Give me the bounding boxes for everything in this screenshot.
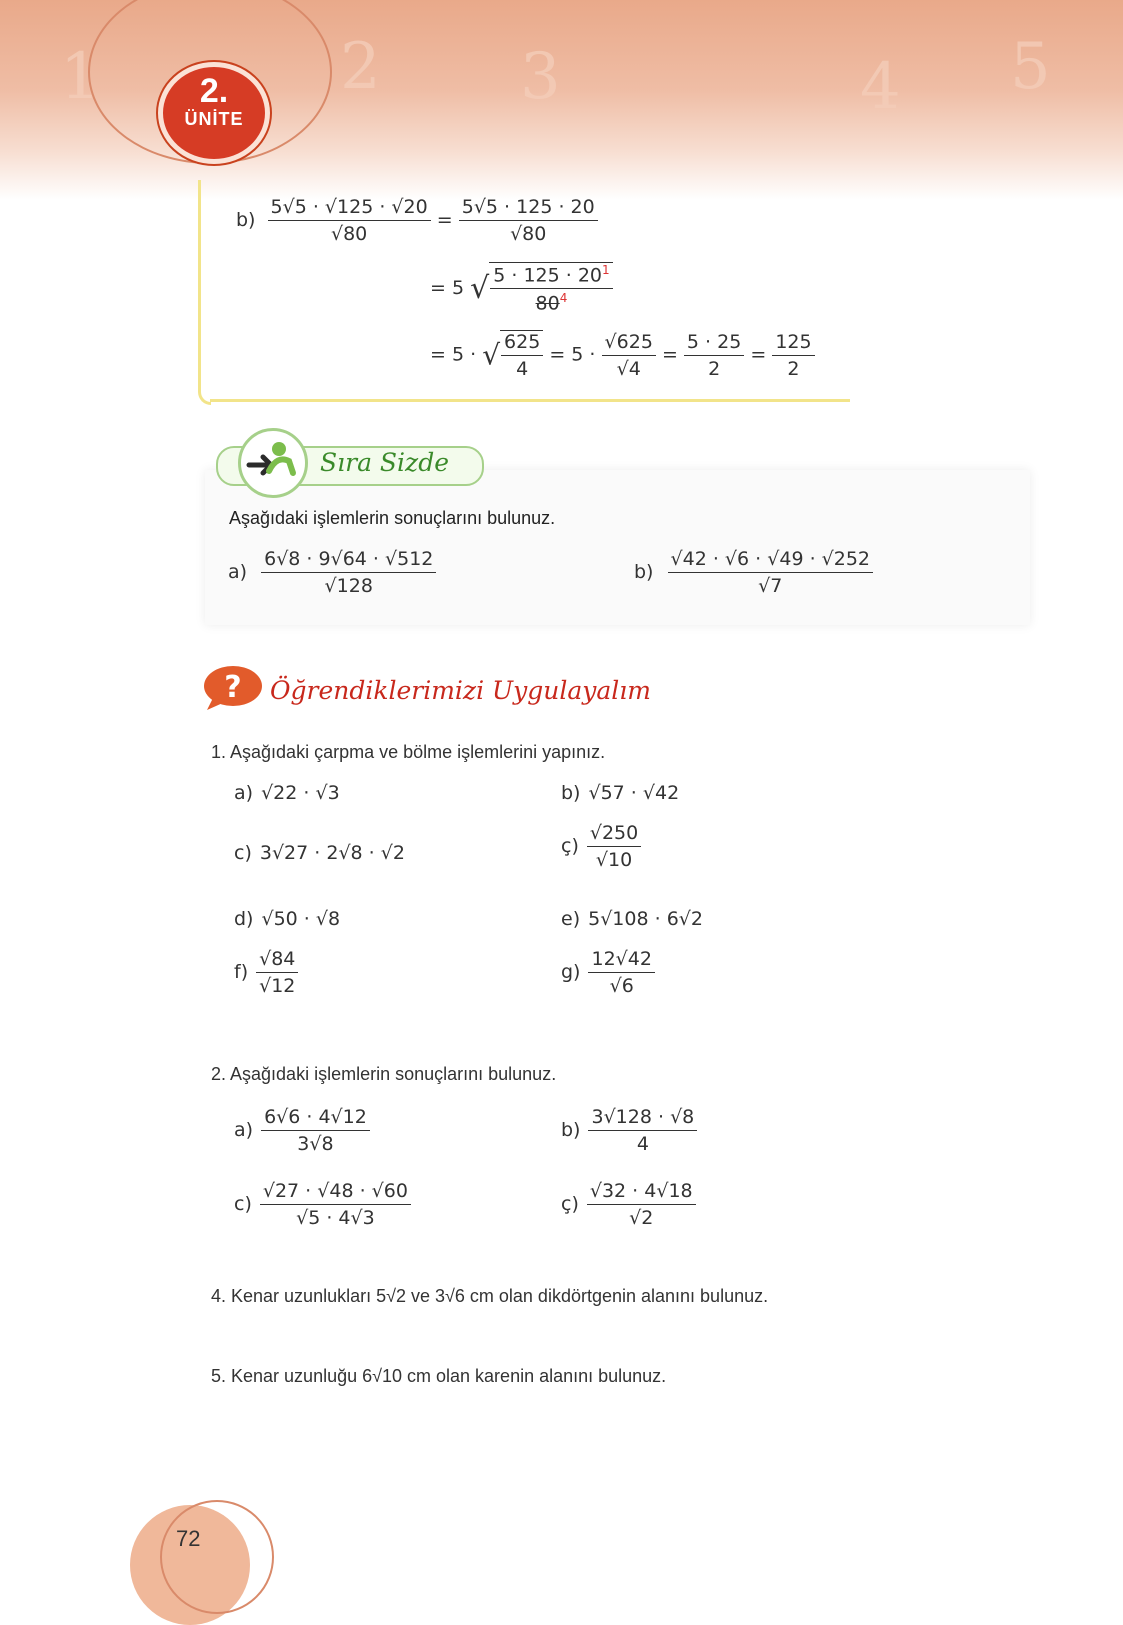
cancel-mark: 4 [559,291,568,306]
q1-item-c [234,842,405,864]
equals-sign: = [436,209,453,231]
sira-sizde-title: Sıra Sizde [320,448,450,477]
fraction-denominator: √7 [758,575,783,597]
sira-sizde-instruction: Aşağıdaki işlemlerin sonuçlarını bulunuz. [229,508,556,528]
fraction-numerator: √250 [587,822,641,847]
q1-item-b [561,782,679,804]
deco-number: 2 [340,30,381,104]
deco-number: 1 [60,40,101,114]
unit-number: 2. [199,72,229,110]
equals-sign: = [750,343,767,366]
expression: √22 · √3 [261,782,340,804]
deco-number: 5 [1010,30,1051,104]
item-label: d) [234,908,254,930]
fraction-numerator: 6√6 · 4√12 [261,1106,370,1131]
example-label: b) [236,209,256,231]
item-label: b) [561,1119,581,1141]
fraction-numerator: 6√8 · 9√64 · √512 [261,548,436,573]
fraction-numerator: √42 · √6 · √49 · √252 [668,548,874,573]
fraction-denominator: √4 [616,357,641,380]
q2-item-cc [561,1180,696,1229]
sira-sizde-icon [238,428,308,498]
fraction-denominator: √12 [259,975,296,997]
sira-sizde-item-b [634,548,873,597]
fraction-denominator: √2 [629,1207,654,1229]
fraction-numerator: √84 [256,948,298,973]
expression: √57 · √42 [588,782,680,804]
unit-badge [158,62,270,164]
fraction-numerator: 625 [501,331,543,356]
fraction-numerator: 125 [772,331,814,356]
fraction-numerator: 5√5 · √125 · √20 [268,196,431,221]
coefficient: = 5 · [430,343,477,366]
unit-label: ÜNİTE [184,109,244,129]
item-label: a) [228,561,248,583]
item-label: f) [234,961,249,983]
fraction-denominator: 80 [535,292,560,315]
question-1: 1. Aşağıdaki çarpma ve bölme işlemlerini yapınız. [211,742,606,762]
fraction-denominator: √80 [330,223,368,245]
section-title: Öğrendiklerimizi Uygulayalım [270,676,651,705]
person-arrow-icon [241,431,299,489]
example-frame [198,180,211,405]
example-frame-bottom [210,399,850,402]
svg-text:?: ? [224,670,242,705]
fraction-denominator: 3√8 [297,1133,334,1155]
fraction-numerator: 3√128 · √8 [588,1106,697,1131]
q1-item-g [561,948,655,997]
page-number-ring [160,1500,274,1614]
question-4: 4. Kenar uzunlukları 5√2 ve 3√6 cm olan dikdörtgenin alanını bulunuz. [211,1286,769,1306]
q1-item-cc [561,822,641,871]
fraction-numerator: 5√5 · 125 · 20 [459,196,598,221]
fraction-denominator: 2 [708,357,721,380]
item-label: b) [634,561,654,583]
example-line-3 [430,330,815,380]
q1-item-f [234,948,298,997]
deco-number: 4 [860,50,901,124]
example-line-2 [430,262,613,315]
item-label: a) [234,782,254,804]
q1-item-d [234,908,340,930]
fraction-denominator: √6 [609,975,634,997]
expression: √50 · √8 [261,908,341,930]
fraction-numerator: √32 · 4√18 [587,1180,696,1205]
item-label: c) [234,1193,252,1215]
question-2: 2. Aşağıdaki işlemlerin sonuçlarını bulunuz. [211,1064,557,1084]
q2-item-b [561,1106,697,1155]
coefficient: = 5 · [549,343,596,366]
coefficient: = 5 [430,276,465,299]
fraction-numerator: 12√42 [588,948,654,973]
sira-sizde-item-a [228,548,436,597]
fraction-denominator: 2 [787,357,800,380]
q2-item-a [234,1106,370,1155]
fraction-denominator: √80 [510,223,547,245]
fraction-numerator: √625 [602,331,656,356]
question-5: 5. Kenar uzunluğu 6√10 cm olan karenin alanını bulunuz. [211,1366,667,1386]
radical-sign: √ [470,270,490,306]
radical-sign: √ [482,338,501,372]
fraction-numerator: √27 · √48 · √60 [260,1180,411,1205]
q2-item-c [234,1180,411,1229]
expression: 3√27 · 2√8 · √2 [259,842,405,864]
cancel-mark: 1 [602,263,610,277]
equals-sign: = [661,343,678,366]
fraction-denominator: 4 [636,1133,649,1155]
fraction-denominator: 4 [516,358,529,380]
item-label: e) [561,908,581,930]
item-label: a) [234,1119,254,1141]
fraction-numerator: 5 · 125 · 20 [493,264,603,287]
example-line-1 [236,196,598,245]
item-label: ç) [561,835,579,857]
q1-item-a [234,782,340,804]
question-bubble-icon [203,664,263,712]
deco-number: 3 [520,40,561,114]
q1-item-e [561,908,703,930]
page-number: 72 [176,1526,201,1551]
fraction-denominator: √5 · 4√3 [296,1207,375,1229]
expression: 5√108 · 6√2 [588,908,703,930]
item-label: ç) [561,1193,579,1215]
item-label: b) [561,782,581,804]
item-label: c) [234,842,252,864]
item-label: g) [561,961,581,983]
fraction-denominator: √128 [324,575,373,597]
fraction-numerator: 5 · 25 [684,331,744,356]
fraction-denominator: √10 [595,849,633,871]
